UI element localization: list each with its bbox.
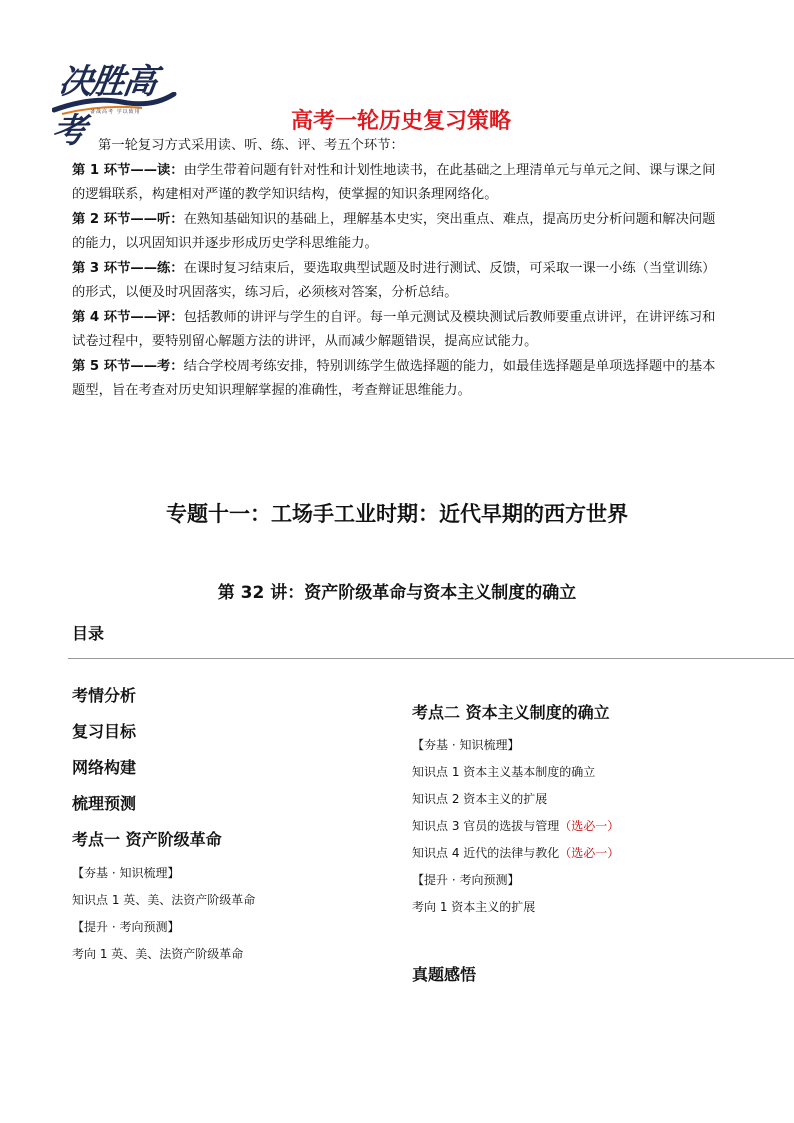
- toc-item-point-2[interactable]: 考点二 资本主义制度的确立: [412, 703, 610, 722]
- toc-item-point-1[interactable]: 考点一 资产阶级革命: [72, 830, 222, 849]
- step-5-label: 第 5 环节——考：: [72, 358, 184, 374]
- step-4-label: 第 4 环节——评：: [72, 309, 184, 325]
- step-1: [72, 159, 724, 208]
- elective-tag: （选必一）: [559, 819, 620, 833]
- toc-item-knowledge-2-3-text: 知识点 3 官员的选拔与管理: [412, 819, 560, 833]
- toc-item-direction-1[interactable]: 考向 1 英、美、法资产阶级革命: [72, 947, 244, 961]
- toc-item-direction-2-1[interactable]: 考向 1 资本主义的扩展: [412, 900, 536, 914]
- elective-tag: （选必一）: [559, 846, 620, 860]
- toc-item-knowledge-2-1[interactable]: 知识点 1 资本主义基本制度的确立: [412, 765, 596, 779]
- toc-item-knowledge-1[interactable]: 知识点 1 英、美、法资产阶级革命: [72, 893, 256, 907]
- toc-item-base[interactable]: 【夯基 · 知识梳理】: [72, 866, 180, 880]
- toc-item-knowledge-2-3[interactable]: [412, 817, 742, 844]
- step-3-text: 在课时复习结束后，要选取典型试题及时进行测试、反馈，可采取一课一小练（当堂训练）的形式，以便及时巩固落实，练习后，必须核对答案，分析总结。: [72, 260, 716, 300]
- toc-divider: [68, 658, 794, 659]
- toc-item-raise-2[interactable]: 【提升 · 考向预测】: [412, 873, 520, 887]
- step-4: [72, 306, 724, 355]
- toc-item-network[interactable]: 网络构建: [72, 758, 137, 777]
- step-4-text: 包括教师的讲评与学生的自评。每一单元测试及模块测试后教师要重点讲评，在讲评练习和试卷过程中，要特别留心解题方法的讲评，从而减少解题错误，提高应试能力。: [72, 309, 716, 349]
- topic-heading: 专题十一：工场手工业时期：近代早期的西方世界: [166, 502, 628, 526]
- step-2-text: 在熟知基础知识的基础上，理解基本史实，突出重点、难点，提高历史分析问题和解决问题的能力，以巩固知识并逐步形成历史学科思维能力。: [72, 211, 716, 251]
- logo-subtext: 备战高考 学以致用: [90, 109, 141, 115]
- lecture-heading: 第 32 讲：资产阶级革命与资本主义制度的确立: [217, 583, 577, 603]
- toc-item-knowledge-2-2[interactable]: 知识点 2 资本主义的扩展: [412, 792, 548, 806]
- step-1-text: 由学生带着问题有针对性和计划性地读书，在此基础之上理清单元与单元之间、课与课之间的逻辑联系，构建相对严谨的教学知识结构，使掌握的知识条理网络化。: [72, 162, 716, 202]
- toc-label: 目录: [72, 624, 105, 643]
- intro-lead: 第一轮复习方式采用读、听、练、评、考五个环节：: [98, 138, 404, 153]
- logo-text: 决胜高考: [49, 62, 158, 151]
- step-1-label: 第 1 环节——读：: [72, 162, 184, 178]
- toc-item-exam-analysis[interactable]: 考情分析: [72, 686, 137, 705]
- toc-item-base-2[interactable]: 【夯基 · 知识梳理】: [412, 738, 520, 752]
- intro-section: [72, 134, 724, 404]
- step-2: [72, 208, 724, 257]
- step-2-label: 第 2 环节——听：: [72, 211, 184, 227]
- toc-item-raise[interactable]: 【提升 · 考向预测】: [72, 920, 180, 934]
- toc-left-column: [72, 684, 392, 972]
- step-3-label: 第 3 环节——练：: [72, 260, 184, 276]
- toc-right-column: [412, 700, 742, 987]
- toc-item-review-goals[interactable]: 复习目标: [72, 722, 137, 741]
- toc-item-knowledge-2-4-text: 知识点 4 近代的法律与教化: [412, 846, 560, 860]
- page-title: 高考一轮历史复习策略: [290, 109, 511, 134]
- toc-item-real-questions[interactable]: 真题感悟: [412, 965, 477, 984]
- step-3: [72, 257, 724, 306]
- step-5: [72, 355, 724, 404]
- step-5-text: 结合学校周考练安排，特别训练学生做选择题的能力，如最佳选择题是单项选择题中的基本题型，旨在考查对历史知识理解掌握的准确性，考查辩证思维能力。: [72, 358, 716, 398]
- toc-item-sorting-forecast[interactable]: 梳理预测: [72, 794, 137, 813]
- toc-item-knowledge-2-4[interactable]: [412, 844, 742, 871]
